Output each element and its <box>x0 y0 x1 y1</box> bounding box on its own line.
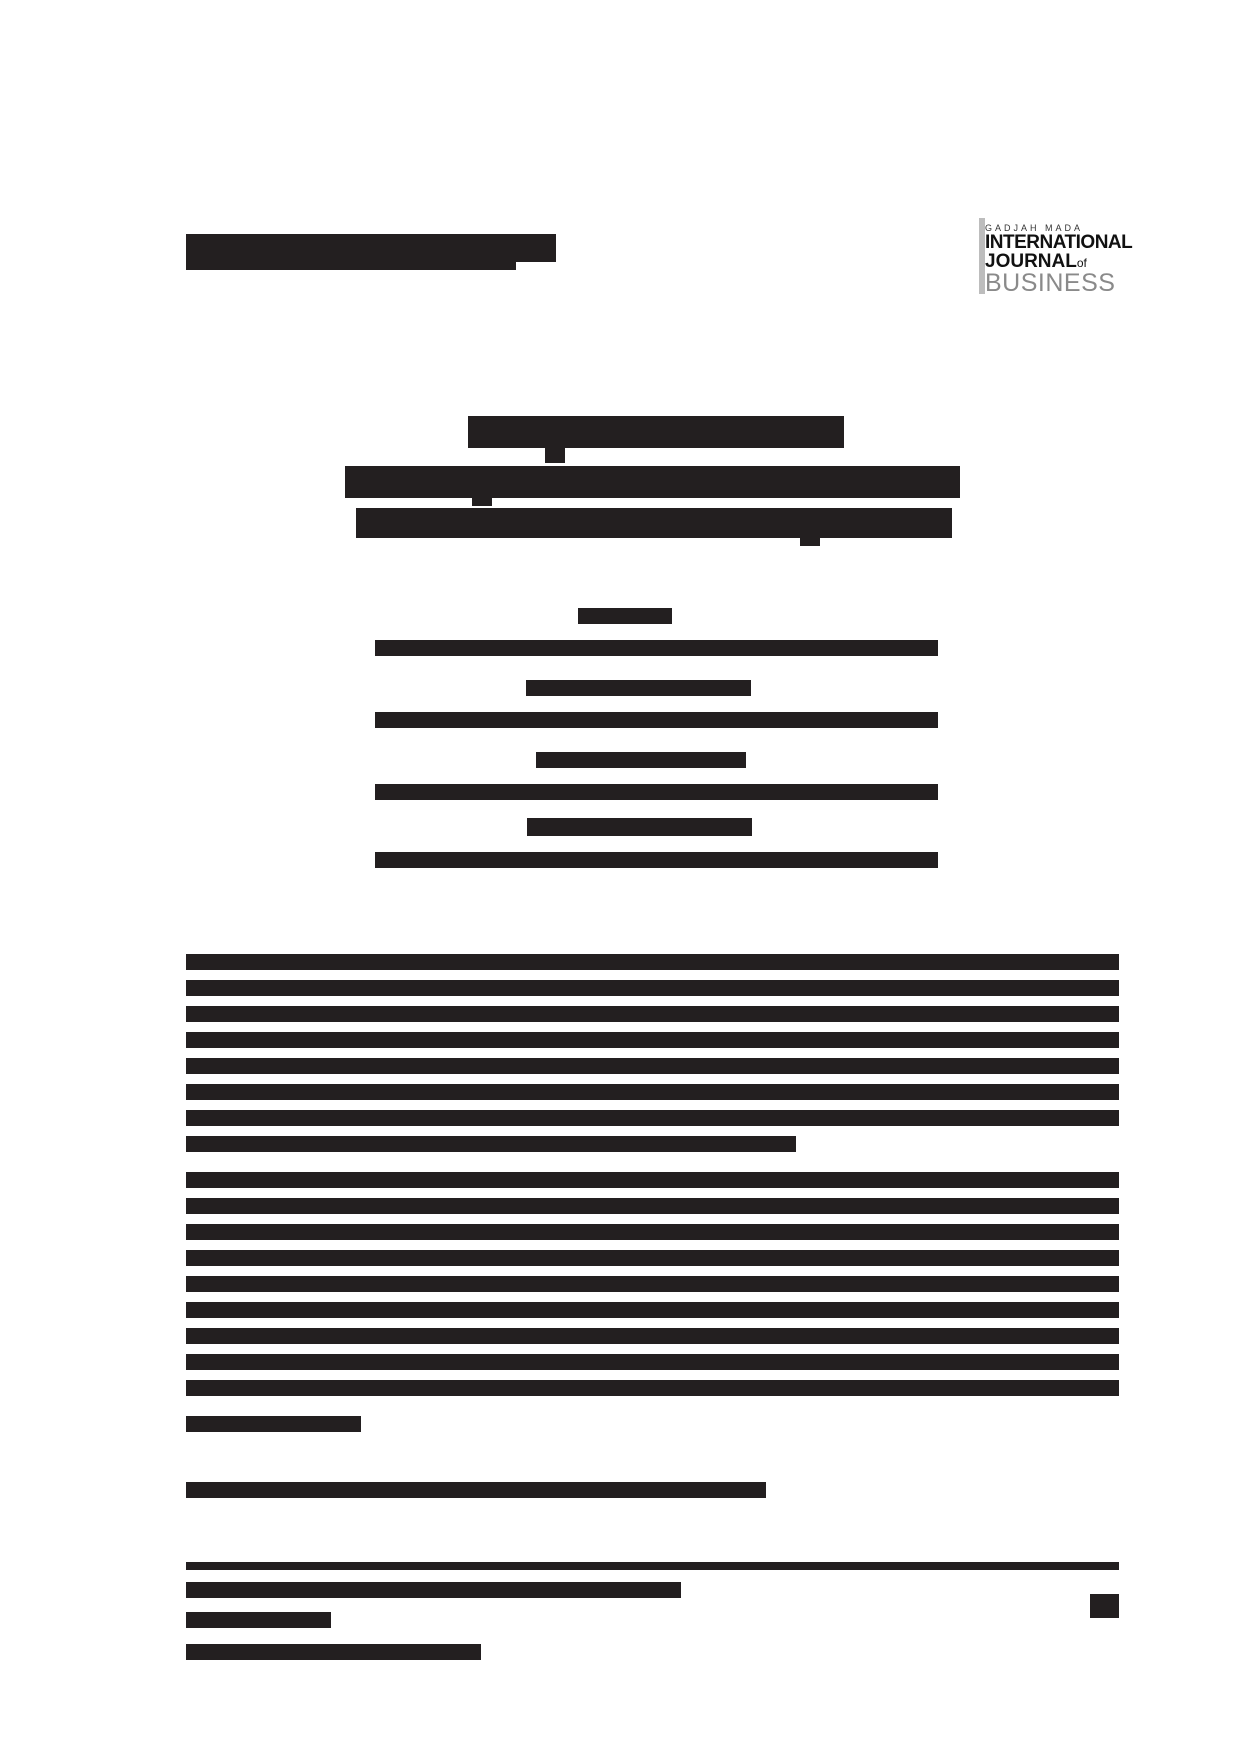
logo-line-1: GADJAH MADA <box>985 223 1084 233</box>
logo-line-4: BUSINESS <box>985 269 1116 297</box>
journal-logo <box>985 223 1133 297</box>
footer-rule <box>186 1562 1119 1570</box>
logo-line-3: JOURNALof <box>985 251 1087 272</box>
logo-line-2: INTERNATIONAL <box>985 232 1133 253</box>
